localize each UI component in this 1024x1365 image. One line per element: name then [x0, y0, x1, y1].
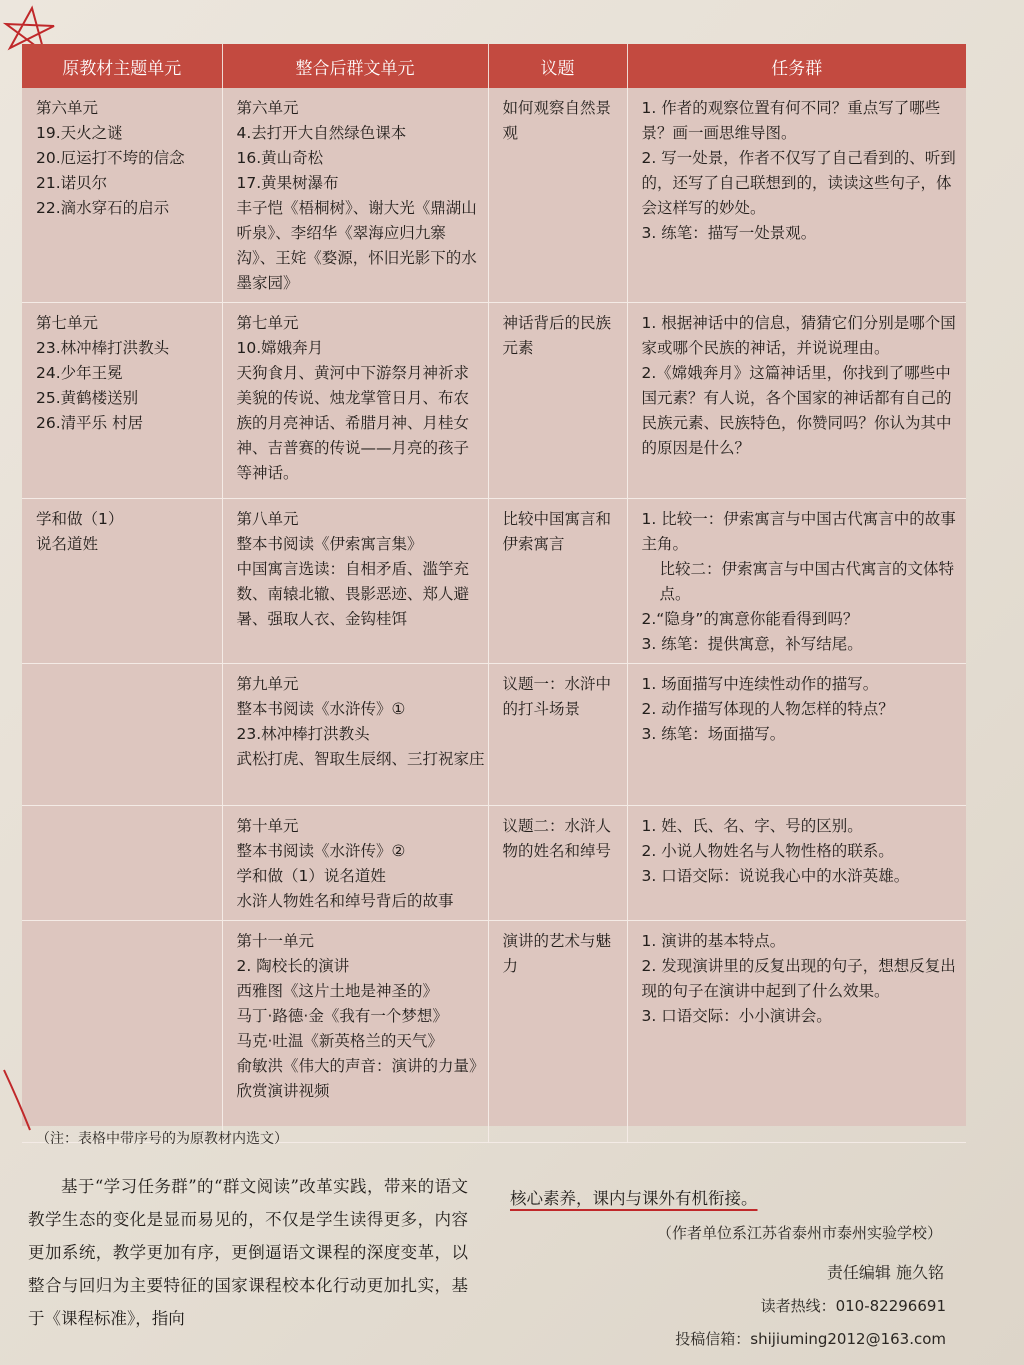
- cell-integrated-unit: [222, 664, 488, 806]
- responsible-editor: 责任编辑 施久铭: [826, 1263, 944, 1282]
- integrated-item: 欣赏演讲视频: [236, 1082, 330, 1100]
- integrated-item: 17.黄果树瀑布: [236, 174, 339, 192]
- topic-text: 演讲的艺术与魅力: [502, 932, 612, 975]
- original-item: 23.林冲棒打洪教头: [36, 339, 170, 357]
- task-item: 比较二：伊索寓言与中国古代寓言的文体特点。: [659, 560, 955, 603]
- cell-tasks: [627, 303, 966, 499]
- article-text-left: 基于“学习任务群”的“群文阅读”改革实践，带来的语文教学生态的变化是显而易见的，不仅是学生读得更多，内容更加系统，教学更加有序，更倒逼语文课程的深度变革，以整合与回归为主要特征的国家课程校本化行动更加扎实，基于《课程标准》，指向: [28, 1177, 468, 1328]
- table-row: [22, 499, 966, 664]
- cell-integrated-unit: [222, 88, 488, 303]
- cell-original-unit: [22, 88, 222, 303]
- integrated-item: 23.林冲棒打洪教头: [236, 725, 370, 743]
- integrated-item: 第十一单元: [236, 932, 315, 950]
- original-item: 26.清平乐 村居: [36, 414, 144, 432]
- integrated-item: 马丁·路德·金《我有一个梦想》: [236, 1007, 448, 1025]
- task-item: 2.《嫦娥奔月》这篇神话里，你找到了哪些中国元素？有人说，各个国家的神话都有自己的民族元素、民族特色，你赞同吗？你认为其中的原因是什么？: [641, 364, 952, 457]
- task-list: [642, 672, 957, 747]
- task-item: 1. 作者的观察位置有何不同？重点写了哪些景？画一画思维导图。: [641, 99, 941, 142]
- cell-original-unit: [22, 303, 222, 499]
- task-item: 3. 口语交际：小小演讲会。: [641, 1007, 832, 1025]
- cell-topic: [488, 499, 627, 664]
- red-pen-margin-mark: [0, 1060, 40, 1180]
- topic-text: 议题二：水浒人物的姓名和绰号: [502, 817, 612, 860]
- cell-original-unit: [22, 921, 222, 1143]
- author-affiliation: （作者单位系江苏省泰州市泰州实验学校）: [656, 1224, 942, 1242]
- article-text-right: 核心素养，课内与课外有机衔接。: [510, 1189, 758, 1208]
- integrated-item: 第十单元: [236, 817, 299, 835]
- integrated-item: 丰子恺《梧桐树》、谢大光《鼎湖山听泉》、李绍华《翠海应归九寨沟》、王姹《婺源，怀旧光影下的水墨家园》: [236, 199, 477, 292]
- article-paragraph-left: [28, 1170, 468, 1335]
- cell-tasks: [627, 88, 966, 303]
- original-item: 第七单元: [36, 314, 99, 332]
- original-item: 19.天火之谜: [36, 124, 123, 142]
- reader-hotline: 读者热线：010-82296691: [760, 1297, 946, 1315]
- integrated-item: 马克·吐温《新英格兰的天气》: [236, 1032, 443, 1050]
- unit-table: [22, 44, 966, 1126]
- integrated-item: 4.去打开大自然绿色课本: [236, 124, 407, 142]
- table-row: [22, 921, 966, 1143]
- cell-tasks: [627, 921, 966, 1143]
- table-row: [22, 88, 966, 303]
- table-header-row: [22, 44, 966, 88]
- task-item: 3. 练笔：提供寓意，补写结尾。: [641, 635, 863, 653]
- cell-tasks: [627, 806, 966, 921]
- integrated-item: 第六单元: [236, 99, 299, 117]
- original-item: 第六单元: [36, 99, 99, 117]
- task-item: 2. 写一处景，作者不仅写了自己看到的、听到的，还写了自己联想到的，读读这些句子，体会这样写的妙处。: [641, 149, 956, 217]
- cell-topic: [488, 664, 627, 806]
- task-list: [642, 311, 957, 461]
- task-item: 1. 比较一：伊索寓言与中国古代寓言中的故事主角。: [641, 510, 956, 553]
- integrated-item: 第八单元: [236, 510, 299, 528]
- task-list: [642, 814, 957, 889]
- task-item: 2. 发现演讲里的反复出现的句子，想想反复出现的句子在演讲中起到了什么效果。: [641, 957, 956, 1000]
- table-row: [22, 664, 966, 806]
- original-item: 21.诺贝尔: [36, 174, 108, 192]
- task-list: [642, 96, 957, 246]
- integrated-item: 10.嫦娥奔月: [236, 339, 324, 357]
- integrated-item: 整本书阅读《伊索寓言集》: [236, 535, 423, 553]
- task-item: 2. 小说人物姓名与人物性格的联系。: [641, 842, 894, 860]
- task-list: [642, 507, 957, 657]
- integrated-item: 整本书阅读《水浒传》②: [236, 842, 406, 860]
- integrated-item: 第九单元: [236, 675, 299, 693]
- cell-original-unit: [22, 806, 222, 921]
- header-integrated-unit: 整合后群文单元: [222, 44, 488, 88]
- table-note: （注：表格中带序号的为原教材内选文）: [36, 1131, 288, 1147]
- original-item: 25.黄鹤楼送别: [36, 389, 139, 407]
- task-item: 3. 口语交际：说说我心中的水浒英雄。: [641, 867, 910, 885]
- topic-text: 议题一：水浒中的打斗场景: [502, 675, 612, 718]
- task-item: 1. 场面描写中连续性动作的描写。: [641, 675, 879, 693]
- original-item: 20.厄运打不垮的信念: [36, 149, 185, 167]
- table-row: [22, 303, 966, 499]
- task-item: 1. 根据神话中的信息，猜猜它们分别是哪个国家或哪个民族的神话，并说说理由。: [641, 314, 956, 357]
- cell-integrated-unit: [222, 806, 488, 921]
- integrated-item: 天狗食月、黄河中下游祭月神祈求美貌的传说、烛龙掌管日月、布农族的月亮神话、希腊月神、月桂女神、吉普赛的传说——月亮的孩子等神话。: [236, 364, 470, 482]
- task-item: 2. 动作描写体现的人物怎样的特点？: [641, 700, 894, 718]
- cell-topic: [488, 303, 627, 499]
- integrated-item: 整本书阅读《水浒传》①: [236, 700, 406, 718]
- table-row: [22, 806, 966, 921]
- cell-topic: [488, 806, 627, 921]
- cell-tasks: [627, 499, 966, 664]
- topic-text: 比较中国寓言和伊索寓言: [502, 510, 612, 553]
- submission-email: 投稿信箱：shijiuming2012@163.com: [675, 1330, 946, 1348]
- task-item: 2.“隐身”的寓意你能看得到吗？: [641, 610, 859, 628]
- task-item: 3. 练笔：描写一处景观。: [641, 224, 817, 242]
- cell-tasks: [627, 664, 966, 806]
- integrated-item: 水浒人物姓名和绰号背后的故事: [236, 892, 454, 910]
- cell-topic: [488, 921, 627, 1143]
- task-list: [642, 929, 957, 1029]
- cell-integrated-unit: [222, 921, 488, 1143]
- task-item: 1. 姓、氏、名、字、号的区别。: [641, 817, 863, 835]
- integrated-item: 16.黄山奇松: [236, 149, 324, 167]
- cell-original-unit: [22, 664, 222, 806]
- integrated-item: 学和做（1）说名道姓: [236, 867, 386, 885]
- integrated-item: 西雅图《这片土地是神圣的》: [236, 982, 439, 1000]
- article-paragraph-right: [510, 1182, 950, 1215]
- task-item: 1. 演讲的基本特点。: [641, 932, 786, 950]
- integrated-item: 中国寓言选读：自相矛盾、滥竽充数、南辕北辙、畏影恶迹、郑人避暑、强取人衣、金钩桂饵: [236, 560, 470, 628]
- original-item: 说名道姓: [36, 535, 99, 553]
- cell-integrated-unit: [222, 303, 488, 499]
- cell-topic: [488, 88, 627, 303]
- original-item: 22.滴水穿石的启示: [36, 199, 170, 217]
- topic-text: 神话背后的民族元素: [502, 314, 612, 357]
- integrated-item: 2. 陶校长的演讲: [236, 957, 350, 975]
- original-item: 24.少年王冕: [36, 364, 123, 382]
- topic-text: 如何观察自然景观: [502, 99, 612, 142]
- header-topic: 议题: [488, 44, 627, 88]
- task-item: 3. 练笔：场面描写。: [641, 725, 786, 743]
- integrated-item: 俞敏洪《伟大的声音：演讲的力量》: [236, 1057, 485, 1075]
- header-task-group: 任务群: [627, 44, 966, 88]
- header-original-unit: 原教材主题单元: [22, 44, 222, 88]
- cell-original-unit: [22, 499, 222, 664]
- units-table: [22, 44, 966, 1143]
- integrated-item: 第七单元: [236, 314, 299, 332]
- original-item: 学和做（1）: [36, 510, 124, 528]
- cell-integrated-unit: [222, 499, 488, 664]
- integrated-item: 武松打虎、智取生辰纲、三打祝家庄: [236, 750, 485, 768]
